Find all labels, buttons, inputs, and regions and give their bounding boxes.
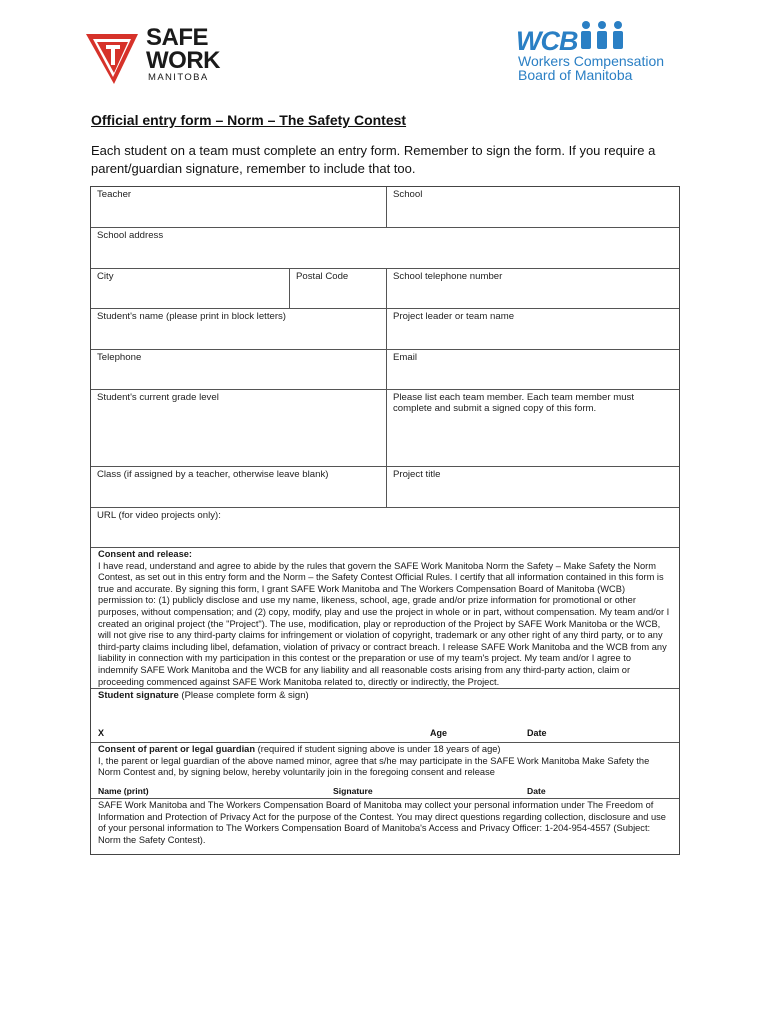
school-address-field[interactable] [91, 228, 679, 268]
row-class-project [91, 466, 679, 507]
school-phone-label: School telephone number [393, 271, 503, 282]
email-field[interactable] [387, 350, 679, 389]
class-label: Class (if assigned by a teacher, otherwise leave blank) [97, 469, 329, 480]
postal-code-label: Postal Code [296, 271, 349, 282]
safe-work-emblem-icon [84, 30, 142, 86]
row-url [91, 507, 679, 547]
project-title-label: Project title [393, 469, 441, 480]
entry-form-table [90, 186, 680, 855]
guardian-consent-body: I, the parent or legal guardian of the above named minor, agree that s/he may participate in the SAFE Work Manitoba Make Safety the Norm Contest and, by signing below, hereby voluntarily join in the foregoing consent and release [98, 755, 650, 778]
student-signature-x: X [98, 728, 105, 739]
row-school-address [91, 227, 679, 268]
student-signature-label: Student signature [98, 690, 179, 702]
row-telephone-email [91, 349, 679, 389]
school-label: School [393, 189, 423, 200]
grade-level-field[interactable] [91, 390, 387, 466]
school-field[interactable] [387, 187, 679, 227]
consent-section [91, 547, 679, 688]
wcb-name-line1: Workers Compensation [518, 53, 665, 69]
telephone-field[interactable] [91, 350, 387, 389]
guardian-date-label: Date [527, 786, 546, 797]
url-label: URL (for video projects only): [97, 510, 221, 521]
email-label: Email [393, 352, 417, 363]
consent-heading: Consent and release: [98, 549, 193, 559]
guardian-signature-label: Signature [333, 786, 373, 797]
privacy-text: SAFE Work Manitoba and The Workers Compensation Board of Manitoba may collect your personal information under The Freedom of Information and Protection of Privacy Act for the purpose of the Contest. You may direct questions regarding collection, disclosure and use of your personal information to The Workers Compensation Board of Manitoba's Access and Privacy Officer: 1-204-954-4557 (Subject: Norm the Safety Contest). [98, 800, 666, 845]
postal-code-field[interactable] [290, 269, 387, 308]
student-signature-note: (Please complete form & sign) [181, 690, 309, 702]
row-teacher-school [91, 187, 679, 227]
guardian-consent-label: Consent of parent or legal guardian [98, 744, 256, 755]
consent-body: I have read, understand and agree to abide by the rules that govern the SAFE Work Manitoba Norm the Safety – Make Safety the Norm Contest, as set out in this entry form and the Norm – the Safety Contest Official Rules. I certify that all information contained in this form is true and accurate. By signing this form, I grant SAFE Work Manitoba and The Workers Compensation Board of Manitoba (WCB) permission to: (1) publicly disclose and use my name, likeness, school, age, grade and/or prize information for promotional or other purposes, without compensation; and (2) copy, modify, play and use the project in whole or in part, without compensation. My team and/or I created an original project (the "Project"). The use, modification, play or reproduction of the Project by SAFE Work Manitoba or the WCB, will not give rise to any third-party claims for infringement or violation of copyright, trademark or any other right of any third party, or to any third-party claims including libel, defamation, violation of privacy or contract breach. I release SAFE Work Manitoba and the WCB from any liability in connection with my participation in this contest or the preparation or use of my team's project. My team and/or I agree to indemnify SAFE Work Manitoba and the WCB for any liability and all reasonable costs arising from any third-party action, claim or proceeding commenced against SAFE Work Manitoba related to, directly or indirectly, the Project. [98, 560, 670, 687]
student-name-field[interactable] [91, 309, 387, 349]
guardian-consent-note: (required if student signing above is under 18 years of age) [257, 744, 501, 755]
class-field[interactable] [91, 467, 387, 507]
student-name-label: Student's name (please print in block letters) [97, 311, 287, 322]
city-label: City [97, 271, 114, 282]
student-date-label: Date [527, 728, 547, 739]
row-city-postal-phone [91, 268, 679, 308]
school-phone-field[interactable] [387, 269, 679, 308]
project-leader-label: Project leader or team name [393, 311, 515, 322]
safe-work-manitoba-logo [84, 24, 220, 86]
logo-safe-text: SAFE [146, 24, 209, 51]
project-leader-field[interactable] [387, 309, 679, 349]
school-address-label: School address [97, 230, 164, 241]
telephone-label: Telephone [97, 352, 142, 363]
project-title-field[interactable] [387, 467, 679, 507]
intro-text: Each student on a team must complete an entry form. Remember to sign the form. If you require a parent/guardian signature, remember to include that too. [91, 143, 656, 176]
logo-manitoba-text: MANITOBA [148, 72, 209, 83]
guardian-consent-section[interactable] [91, 742, 679, 798]
guardian-signature-line [91, 786, 679, 798]
form-title: Official entry form – Norm – The Safety Contest [91, 112, 407, 128]
team-members-field[interactable] [387, 390, 679, 466]
url-field[interactable] [91, 508, 679, 547]
city-field[interactable] [91, 269, 290, 308]
consent-text [91, 548, 679, 688]
logo-work-text: WORK [146, 47, 220, 74]
wcb-letters: WCB [516, 26, 578, 56]
privacy-section [91, 798, 679, 854]
row-grade-team [91, 389, 679, 466]
grade-level-label: Student's current grade level [97, 392, 219, 403]
student-age-label: Age [430, 728, 448, 739]
wcb-people-icon [576, 20, 636, 52]
student-signature-section[interactable] [91, 688, 679, 742]
wcb-logo [516, 20, 686, 84]
teacher-field[interactable] [91, 187, 387, 227]
row-student-leader [91, 308, 679, 349]
wcb-name-line2: Board of Manitoba [518, 67, 633, 83]
student-signature-line [91, 728, 679, 740]
guardian-name-label: Name (print) [98, 786, 149, 797]
team-members-label: Please list each team member. Each team member must complete and submit a signed copy of this form. [393, 392, 635, 414]
teacher-label: Teacher [97, 189, 132, 200]
